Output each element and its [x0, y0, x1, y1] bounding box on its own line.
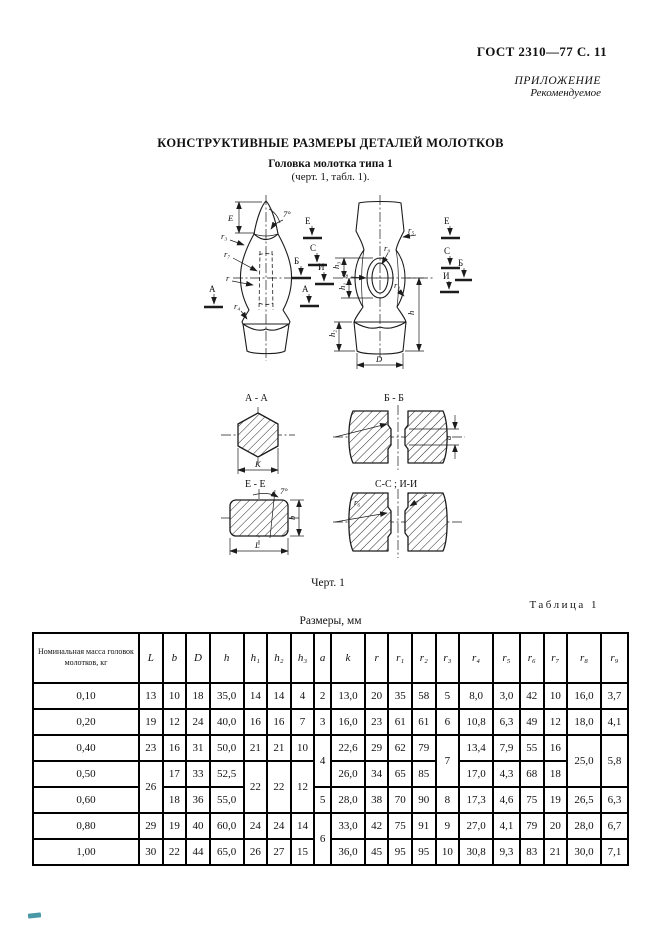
table-body: [33, 683, 628, 865]
table-units: Размеры, мм: [299, 615, 362, 627]
table-container: [32, 632, 629, 866]
table-cell: 45: [365, 839, 389, 865]
table-cell: 6: [436, 709, 460, 735]
table-row: [33, 735, 628, 761]
table-cell: 23: [365, 709, 389, 735]
table-cell: 6,3: [601, 787, 628, 813]
table-cell: 7,9: [493, 735, 520, 761]
document-title: КОНСТРУКТИВНЫЕ РАЗМЕРЫ ДЕТАЛЕЙ МОЛОТКОВ: [157, 136, 504, 150]
table-cell: 8,0: [459, 683, 493, 709]
table-cell: 26,0: [331, 761, 365, 787]
table-cell: 20: [544, 813, 568, 839]
L-dim-label: L: [255, 540, 260, 550]
section-ss-ii-title: С-С ; И-И: [375, 479, 418, 490]
table-cell: 52,5: [210, 761, 244, 787]
table-cell: 90: [412, 787, 436, 813]
table-cell: 7: [291, 709, 315, 735]
angle-7-label: 7°: [283, 209, 291, 219]
table-cell: 10: [436, 839, 460, 865]
section-mark-B: Б: [294, 256, 300, 266]
table-cell: 5,8: [601, 735, 628, 787]
table-cell: 40: [186, 813, 210, 839]
section-mark-A: А: [209, 284, 216, 294]
table-cell: 0,10: [33, 683, 139, 709]
table-header-cell: a: [314, 633, 331, 683]
table-cell: 20: [365, 683, 389, 709]
table-cell: 22: [267, 761, 291, 813]
table-cell: 21: [267, 735, 291, 761]
table-row: [33, 787, 628, 813]
table-cell: 68: [520, 761, 544, 787]
table-cell: 26,5: [567, 787, 601, 813]
section-view-ee: [221, 479, 304, 555]
table-header-row: [33, 633, 628, 683]
table-cell: 18: [186, 683, 210, 709]
table-cell: 61: [388, 709, 412, 735]
table-cell: 3,7: [601, 683, 628, 709]
table-header-cell: h: [210, 633, 244, 683]
table-header-cell: r₇: [544, 633, 568, 683]
table-cell: 42: [520, 683, 544, 709]
angle-7-label-ee: 7°: [280, 486, 288, 496]
table-cell: 75: [520, 787, 544, 813]
section-marks-right: [440, 216, 472, 292]
table-header-cell: r₄: [459, 633, 493, 683]
dimensions-table: [32, 632, 629, 866]
h1-dim-label: h₁: [337, 282, 347, 290]
dim-E-label: E: [228, 213, 234, 223]
table-header-cell: k: [331, 633, 365, 683]
table-header-cell: r: [365, 633, 389, 683]
front-view: [327, 195, 435, 369]
table-cell: 26: [139, 761, 163, 813]
D-dim-label: D: [376, 354, 383, 364]
section-mark-B-right: Б: [458, 258, 464, 268]
table-header-cell: r₉: [601, 633, 628, 683]
table-cell: 4: [314, 735, 331, 787]
table-cell: 13,0: [331, 683, 365, 709]
table-cell: 16: [544, 735, 568, 761]
table-cell: 14: [267, 683, 291, 709]
r1-label: r₁: [394, 280, 401, 290]
annex-label: [515, 75, 601, 99]
table-cell: 31: [186, 735, 210, 761]
table-header-cell: r₆: [520, 633, 544, 683]
section-ee-title: Е - Е: [245, 479, 266, 490]
table-label: Таблица 1: [529, 599, 599, 611]
table-header-cell: h₂: [267, 633, 291, 683]
table-cell: 85: [412, 761, 436, 787]
table-cell: 3,0: [493, 683, 520, 709]
r5-label: r₅: [408, 225, 415, 235]
table-cell: 27,0: [459, 813, 493, 839]
table-cell: 24: [267, 813, 291, 839]
table-cell: 30: [139, 839, 163, 865]
table-cell: 28,0: [567, 813, 601, 839]
table-cell: 19: [163, 813, 187, 839]
table-cell: 6,3: [493, 709, 520, 735]
table-cell: 79: [412, 735, 436, 761]
table-header-cell: L: [139, 633, 163, 683]
table-cell: 30,8: [459, 839, 493, 865]
table-row: [33, 709, 628, 735]
table-cell: 24: [244, 813, 268, 839]
table-cell: 62: [388, 735, 412, 761]
h3-dim-label: h₃: [331, 261, 341, 269]
annex-line2: Рекомендуемое: [530, 87, 601, 99]
table-cell: 17,3: [459, 787, 493, 813]
table-cell: 1,00: [33, 839, 139, 865]
table-cell: 17,0: [459, 761, 493, 787]
table-cell: 60,0: [210, 813, 244, 839]
r4-label: r₄: [234, 301, 241, 311]
table-header-cell: r₁: [388, 633, 412, 683]
table-cell: 4,1: [493, 813, 520, 839]
table-cell: 28,0: [331, 787, 365, 813]
table-cell: 9,3: [493, 839, 520, 865]
table-cell: 5: [314, 787, 331, 813]
side-view: [204, 195, 301, 361]
page-header-gost: ГОСТ 2310—77 С. 11: [476, 44, 607, 59]
r9-label: r₉: [384, 243, 391, 253]
scan-artifact: [28, 912, 41, 918]
table-cell: 27: [267, 839, 291, 865]
section-mark-S-right: С: [444, 246, 451, 256]
table-cell: 6: [314, 813, 331, 865]
table-cell: 16,0: [567, 683, 601, 709]
table-cell: 19: [139, 709, 163, 735]
table-cell: 0,40: [33, 735, 139, 761]
table-cell: 35,0: [210, 683, 244, 709]
section-view-bb: [333, 393, 465, 470]
r-label: r: [226, 273, 230, 283]
table-cell: 18,0: [567, 709, 601, 735]
table-cell: 29: [139, 813, 163, 839]
table-header-cell: Номинальная масса головок молотков, кг: [33, 633, 139, 683]
table-cell: 25,0: [567, 735, 601, 787]
section-marks-middle: [292, 216, 334, 306]
h-dim-label: h: [406, 310, 416, 315]
table-cell: 36: [186, 787, 210, 813]
table-cell: 13,4: [459, 735, 493, 761]
table-cell: 79: [520, 813, 544, 839]
table-cell: 30,0: [567, 839, 601, 865]
table-cell: 75: [388, 813, 412, 839]
table-cell: 55,0: [210, 787, 244, 813]
table-cell: 29: [365, 735, 389, 761]
table-cell: 4,1: [601, 709, 628, 735]
technical-drawing: [183, 193, 473, 573]
table-row: [33, 761, 628, 787]
table-cell: 36,0: [331, 839, 365, 865]
r6-label: r₆: [354, 497, 361, 507]
table-row: [33, 813, 628, 839]
table-cell: 70: [388, 787, 412, 813]
table-cell: 18: [163, 787, 187, 813]
table-cell: 95: [388, 839, 412, 865]
figure-title: Головка молотка типа 1: [268, 158, 393, 170]
table-row: [33, 683, 628, 709]
table-head: [33, 633, 628, 683]
table-cell: 58: [412, 683, 436, 709]
table-cell: 14: [244, 683, 268, 709]
figure-caption: Черт. 1: [311, 577, 345, 589]
table-cell: 22: [163, 839, 187, 865]
section-mark-E: Е: [305, 216, 311, 226]
table-cell: 18: [544, 761, 568, 787]
hammer-head-figure: [183, 193, 473, 573]
r3-label: r₃: [221, 231, 228, 241]
table-header-cell: h₁: [244, 633, 268, 683]
table-row: [33, 839, 628, 865]
table-cell: 23: [139, 735, 163, 761]
table-cell: 13: [139, 683, 163, 709]
table-cell: 21: [544, 839, 568, 865]
table-cell: 9: [436, 813, 460, 839]
section-view-aa: [221, 393, 295, 474]
table-cell: 55: [520, 735, 544, 761]
table-cell: 4,3: [493, 761, 520, 787]
table-cell: 19: [544, 787, 568, 813]
table-cell: 38: [365, 787, 389, 813]
section-mark-I: И: [318, 262, 325, 272]
table-cell: 10: [544, 683, 568, 709]
table-cell: 4,6: [493, 787, 520, 813]
table-cell: 0,50: [33, 761, 139, 787]
table-cell: 5: [436, 683, 460, 709]
table-cell: 12: [544, 709, 568, 735]
table-cell: 33: [186, 761, 210, 787]
table-cell: 65,0: [210, 839, 244, 865]
table-header-cell: h₃: [291, 633, 315, 683]
table-header-cell: b: [163, 633, 187, 683]
table-cell: 7,1: [601, 839, 628, 865]
b-dim-label: b: [287, 515, 297, 520]
table-cell: 22,6: [331, 735, 365, 761]
table-cell: 16: [267, 709, 291, 735]
table-cell: 65: [388, 761, 412, 787]
table-cell: 12: [291, 761, 315, 813]
table-cell: 44: [186, 839, 210, 865]
table-header-cell: r₂: [412, 633, 436, 683]
table-cell: 8: [436, 787, 460, 813]
table-cell: 15: [291, 839, 315, 865]
table-cell: 24: [186, 709, 210, 735]
r7-label: r₇: [224, 249, 231, 259]
a-dim-label: a: [443, 435, 453, 440]
table-cell: 10: [163, 683, 187, 709]
section-bb-title: Б - Б: [384, 393, 404, 404]
table-cell: 4: [291, 683, 315, 709]
table-cell: 49: [520, 709, 544, 735]
table-header-cell: r₅: [493, 633, 520, 683]
table-cell: 16: [244, 709, 268, 735]
table-header-cell: D: [186, 633, 210, 683]
r8-label: r₈: [342, 268, 349, 278]
section-mark-I-right: И: [443, 271, 450, 281]
table-cell: 22: [244, 761, 268, 813]
table-cell: 35: [388, 683, 412, 709]
table-cell: 3: [314, 709, 331, 735]
table-cell: 26: [244, 839, 268, 865]
table-cell: 42: [365, 813, 389, 839]
table-cell: 50,0: [210, 735, 244, 761]
table-cell: 83: [520, 839, 544, 865]
figure-note: (черт. 1, табл. 1).: [291, 171, 370, 183]
section-aa-title: А - А: [245, 393, 268, 404]
table-header-cell: r₃: [436, 633, 460, 683]
h2-dim-label: h₂: [327, 329, 337, 337]
table-cell: 10,8: [459, 709, 493, 735]
table-cell: 0,60: [33, 787, 139, 813]
table-cell: 91: [412, 813, 436, 839]
table-cell: 16: [163, 735, 187, 761]
section-mark-E-right: Е: [444, 216, 450, 226]
table-cell: 17: [163, 761, 187, 787]
K-dim-label: K: [255, 459, 261, 469]
table-header-cell: r₈: [567, 633, 601, 683]
table-cell: 6,7: [601, 813, 628, 839]
table-cell: 7: [436, 735, 460, 787]
table-cell: 61: [412, 709, 436, 735]
table-cell: 21: [244, 735, 268, 761]
table-cell: 16,0: [331, 709, 365, 735]
table-cell: 2: [314, 683, 331, 709]
table-cell: 95: [412, 839, 436, 865]
table-cell: 10: [291, 735, 315, 761]
section-mark-A2: А: [302, 284, 309, 294]
table-cell: 14: [291, 813, 315, 839]
table-cell: 12: [163, 709, 187, 735]
section-mark-S: С: [310, 243, 317, 253]
annex-line1: ПРИЛОЖЕНИЕ: [514, 75, 601, 87]
table-cell: 0,20: [33, 709, 139, 735]
table-cell: 33,0: [331, 813, 365, 839]
table-cell: 0,80: [33, 813, 139, 839]
table-cell: 40,0: [210, 709, 244, 735]
table-cell: 34: [365, 761, 389, 787]
section-view-ss-ii: [333, 479, 463, 558]
